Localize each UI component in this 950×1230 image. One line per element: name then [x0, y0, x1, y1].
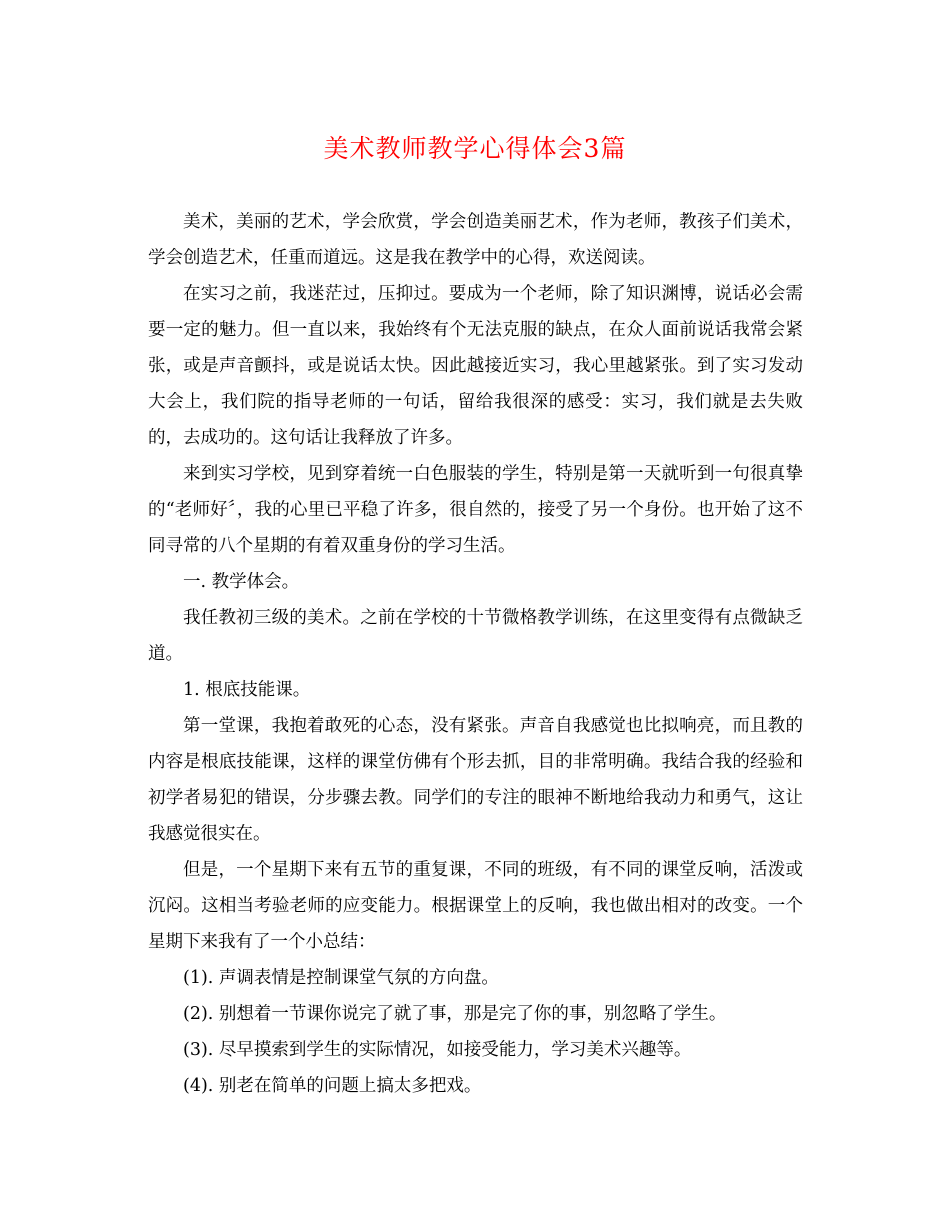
paragraph: 我任教初三级的美术。之前在学校的十节微格教学训练，在这里变得有点微缺乏道。 — [148, 608, 803, 664]
paragraph: 第一堂课，我抱着敢死的心态，没有紧张。声音自我感觉也比拟响亮，而且教的内容是根底技能课，这样的课堂仿佛有个形去抓，目的非常明确。我结合我的经验和初学者易犯的错误，分步骤去教。同学们的专注的眼神不断地给我动力和勇气，这让我感觉很实在。 — [148, 716, 803, 844]
section-heading: 一. 教学体会。 — [183, 572, 300, 592]
paragraph: 但是，一个星期下来有五节的重复课，不同的班级，有不同的课堂反响，活泼或沉闷。这相当考验老师的应变能力。根据课堂上的反响，我也做出相对的改变。一个星期下来我有了一个小总结： — [148, 860, 803, 952]
paragraph: 在实习之前，我迷茫过，压抑过。要成为一个老师，除了知识渊博，说话必会需要一定的魅力。但一直以来，我始终有个无法克服的缺点，在众人面前说话我常会紧张，或是声音颤抖，或是说话太快。因此越接近实习，我心里越紧张。到了实习发动大会上，我们院的指导老师的一句话，留给我很深的感受：实习，我们就是去失败的，去成功的。这句话让我释放了许多。 — [148, 284, 803, 448]
subsection-heading: 1. 根底技能课。 — [183, 680, 311, 700]
list-item: (2). 别想着一节课你说完了就了事，那是完了你的事，别忽略了学生。 — [183, 1004, 727, 1024]
list-item: (3). 尽早摸索到学生的实际情况，如接受能力，学习美术兴趣等。 — [183, 1040, 692, 1060]
document-title: 美术教师教学心得体会3篇 — [323, 134, 627, 163]
document-body — [148, 204, 803, 1104]
paragraph: 美术，美丽的艺术，学会欣赏，学会创造美丽艺术，作为老师，教孩子们美术，学会创造艺术，任重而道远。这是我在教学中的心得，欢送阅读。 — [148, 212, 803, 268]
paragraph: 来到实习学校，见到穿着统一白色服装的学生，特别是第一天就听到一句很真挚的“老师好〞，我的心里已平稳了许多，很自然的，接受了另一个身份。也开始了这不同寻常的八个星期的有着双重身份的学习生活。 — [148, 464, 803, 556]
list-item: (1). 声调表情是控制课堂气氛的方向盘。 — [183, 968, 499, 988]
list-item: (4). 别老在简单的问题上搞太多把戏。 — [183, 1076, 482, 1096]
